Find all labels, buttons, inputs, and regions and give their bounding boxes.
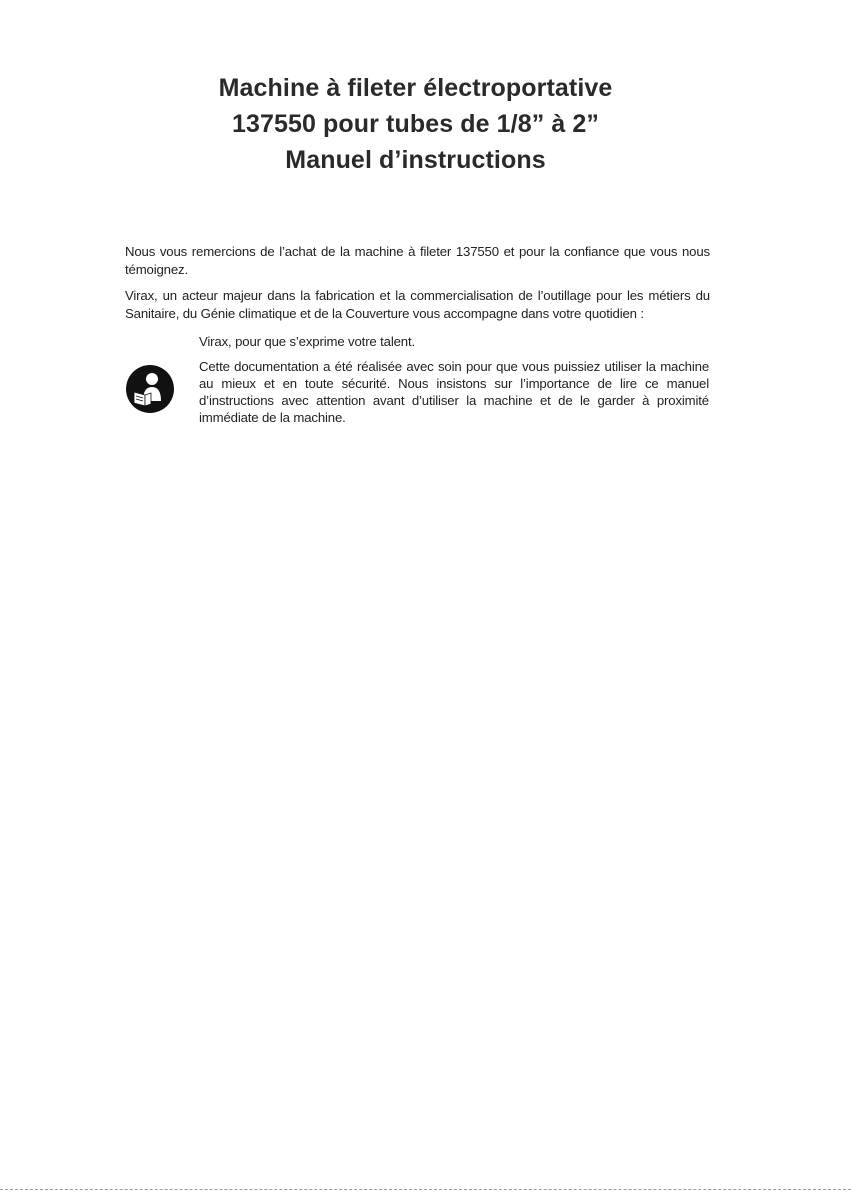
page-bottom-rule <box>0 1189 851 1190</box>
intro-section <box>125 243 710 331</box>
title-line-3: Manuel d’instructions <box>285 146 546 174</box>
read-manual-icon <box>125 364 175 414</box>
intro-paragraph-thanks: Nous vous remercions de l’achat de la machine à fileter 137550 et pour la confiance que vous nous témoignez. <box>125 244 710 277</box>
title-line-1: Machine à fileter électroportative <box>218 74 613 102</box>
slogan: Virax, pour que s’exprime votre talent. <box>199 334 416 349</box>
intro-paragraph-virax: Virax, un acteur majeur dans la fabrication et la commercialisation de l’outillage pour les métiers du Sanitaire, du Génie climatique et de la Couverture vous accompagne dans votre quotidien : <box>125 288 710 321</box>
document-title <box>0 70 831 178</box>
title-line-2: 137550 pour tubes de 1/8” à 2” <box>231 110 600 138</box>
manual-note: Cette documentation a été réalisée avec soin pour que vous puissiez utiliser la machine au mieux et en toute sécurité. Nous insistons sur l’importance de lire ce manuel d’instructions avec attention avant d’utiliser la machine et de le garder à proximité immédiate de la machine. <box>199 359 709 425</box>
